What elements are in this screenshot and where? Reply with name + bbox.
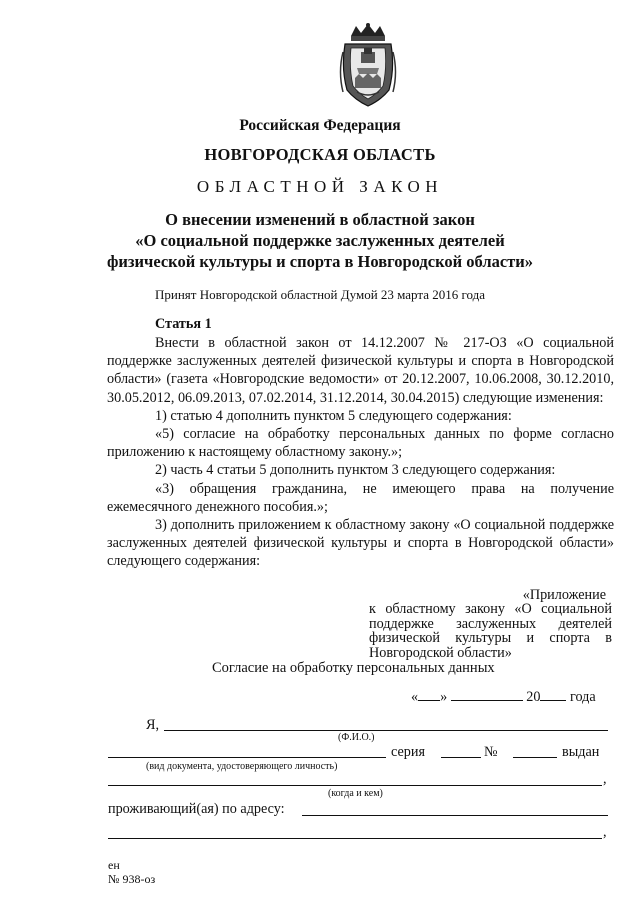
date-close-quote: » xyxy=(440,689,448,705)
day-field[interactable] xyxy=(418,687,440,701)
document-number-field[interactable] xyxy=(513,757,557,758)
coat-of-arms-emblem xyxy=(337,22,399,112)
article-paragraph: 2) часть 4 статьи 5 дополнить пунктом 3 следующего содержания: xyxy=(155,462,556,479)
appendix-heading: «Приложение xyxy=(522,587,606,603)
address-label: проживающий(ая) по адресу: xyxy=(108,801,285,817)
country-name: Российская Федерация xyxy=(239,117,401,134)
footer-initials: ен xyxy=(108,858,120,872)
article-paragraph: «3) обращения гражданина, не имеющего права на получение ежемесячного денежного пособия.»; xyxy=(107,480,614,515)
article-paragraph: 1) статью 4 дополнить пунктом 5 следующего содержания: xyxy=(155,407,512,424)
law-title-line: «О социальной поддержке заслуженных деятелей xyxy=(135,231,505,250)
series-label: серия xyxy=(391,744,425,760)
date-open-quote: « xyxy=(411,689,419,705)
article-paragraph: Внести в областной закон от 14.12.2007 № 217-ОЗ «О социальной поддержке заслуженных деятелей физической культуры и спорта в Новгородской области» (газета «Новгородские ведомости» от 20.12.2007, 10.06.2008, 30.12.2010, 30.05.2012, 06.09.2013, 07.02.2014, 31.12.2014, 30.04.2015) следующие изменения: xyxy=(107,335,614,406)
consent-title: Согласие на обработку персональных данных xyxy=(212,660,495,676)
adoption-note: Принят Новгородской областной Думой 23 марта 2016 года xyxy=(154,287,486,302)
document-type: ОБЛАСТНОЙ ЗАКОН xyxy=(196,177,444,196)
law-title xyxy=(0,209,640,272)
article-paragraph: 3) дополнить приложением к областному закону «О социальной поддержке заслуженных деятелей физической культуры и спорта в Новгородской области» следующего содержания: xyxy=(107,517,614,570)
i-label: Я, xyxy=(146,717,160,733)
article-paragraph: «5) согласие на обработку персональных данных по форме согласно приложению к настоящему областному закону.»; xyxy=(107,426,614,461)
law-title-line: О внесении изменений в областной закон xyxy=(165,210,475,229)
month-field[interactable] xyxy=(451,687,523,701)
number-label: № xyxy=(484,744,498,760)
address-field-continued[interactable] xyxy=(108,838,602,839)
document-caption: (вид документа, удостоверяющего личность) xyxy=(146,761,338,772)
year-prefix: 20 xyxy=(526,689,541,705)
comma: , xyxy=(603,771,607,787)
fio-caption: (Ф.И.О.) xyxy=(338,732,375,743)
year-field[interactable] xyxy=(540,687,566,701)
year-suffix: года xyxy=(570,689,596,705)
law-number: № 938-оз xyxy=(108,872,156,886)
article-body xyxy=(107,334,614,571)
address-field[interactable] xyxy=(302,815,608,816)
law-title-line: физической культуры и спорта в Новгородской области» xyxy=(106,252,534,271)
issued-label: выдан xyxy=(562,744,600,760)
region-name: НОВГОРОДСКАЯ ОБЛАСТЬ xyxy=(204,145,436,164)
appendix-reference: к областному закону «О социальной поддержке заслуженных деятелей физической культуры и спорта в Новгородской области» xyxy=(369,601,612,661)
date-line xyxy=(411,687,596,706)
document-type-field[interactable] xyxy=(108,757,386,758)
when-caption: (когда и кем) xyxy=(328,788,383,799)
series-field[interactable] xyxy=(441,757,481,758)
issued-by-field[interactable] xyxy=(108,785,602,786)
comma: , xyxy=(603,824,607,840)
article-heading: Статья 1 xyxy=(155,316,212,332)
fio-field[interactable] xyxy=(164,730,608,731)
